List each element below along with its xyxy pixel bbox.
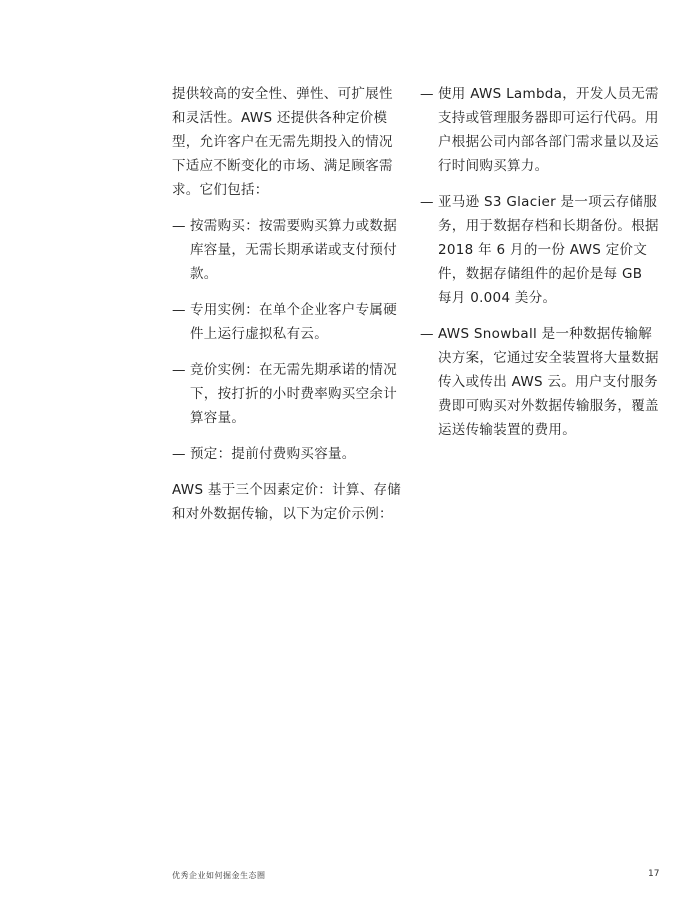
- bullet-dash: —: [172, 446, 186, 462]
- left-column: [172, 82, 404, 538]
- bullet-dash: —: [420, 326, 434, 342]
- bullet-dash: —: [420, 86, 434, 102]
- list-item-text: 使用 AWS Lambda，开发人员无需支持或管理服务器即可运行代码。用户根据公司内部各部门需求量以及运行时间购买算力。: [438, 86, 659, 174]
- list-item-text: AWS Snowball 是一种数据传输解决方案，它通过安全装置将大量数据传入或传出 AWS 云。用户支付服务费即可购买对外数据传输服务，覆盖运送传输装置的费用。: [438, 326, 659, 438]
- list-item-text: 预定：提前付费购买容量。: [190, 446, 356, 462]
- bullet-dash: —: [172, 362, 186, 378]
- list-item-snowball: [420, 322, 660, 442]
- list-item-spot: [172, 358, 404, 430]
- list-item-dedicated: [172, 298, 404, 346]
- list-item-on-demand: [172, 214, 404, 286]
- list-item-text: 亚马逊 S3 Glacier 是一项云存储服务，用于数据存档和长期备份。根据 2018 年 6 月的一份 AWS 定价文件，数据存储组件的起价是每 GB 每月 0.004 美分。: [438, 194, 659, 306]
- closing-paragraph: AWS 基于三个因素定价：计算、存储和对外数据传输，以下为定价示例：: [172, 482, 402, 522]
- bullet-dash: —: [172, 302, 186, 318]
- intro-paragraph: 提供较高的安全性、弹性、可扩展性和灵活性。AWS 还提供各种定价模型，允许客户在无需先期投入的情况下适应不断变化的市场、满足顾客需求。它们包括：: [172, 86, 393, 198]
- right-column: [420, 82, 660, 454]
- page-number: 17: [648, 869, 660, 879]
- bullet-dash: —: [172, 218, 186, 234]
- list-item-reserved: [172, 442, 404, 466]
- list-item-lambda: [420, 82, 660, 178]
- list-item-text: 专用实例：在单个企业客户专属硬件上运行虚拟私有云。: [190, 302, 397, 342]
- list-item-text: 竞价实例：在无需先期承诺的情况下，按打折的小时费率购买空余计算容量。: [190, 362, 397, 426]
- footer-title: 优秀企业如何掘金生态圈: [172, 871, 266, 880]
- bullet-dash: —: [420, 194, 434, 210]
- list-item-glacier: [420, 190, 660, 310]
- list-item-text: 按需购买：按需要购买算力或数据库容量，无需长期承诺或支付预付款。: [190, 218, 397, 282]
